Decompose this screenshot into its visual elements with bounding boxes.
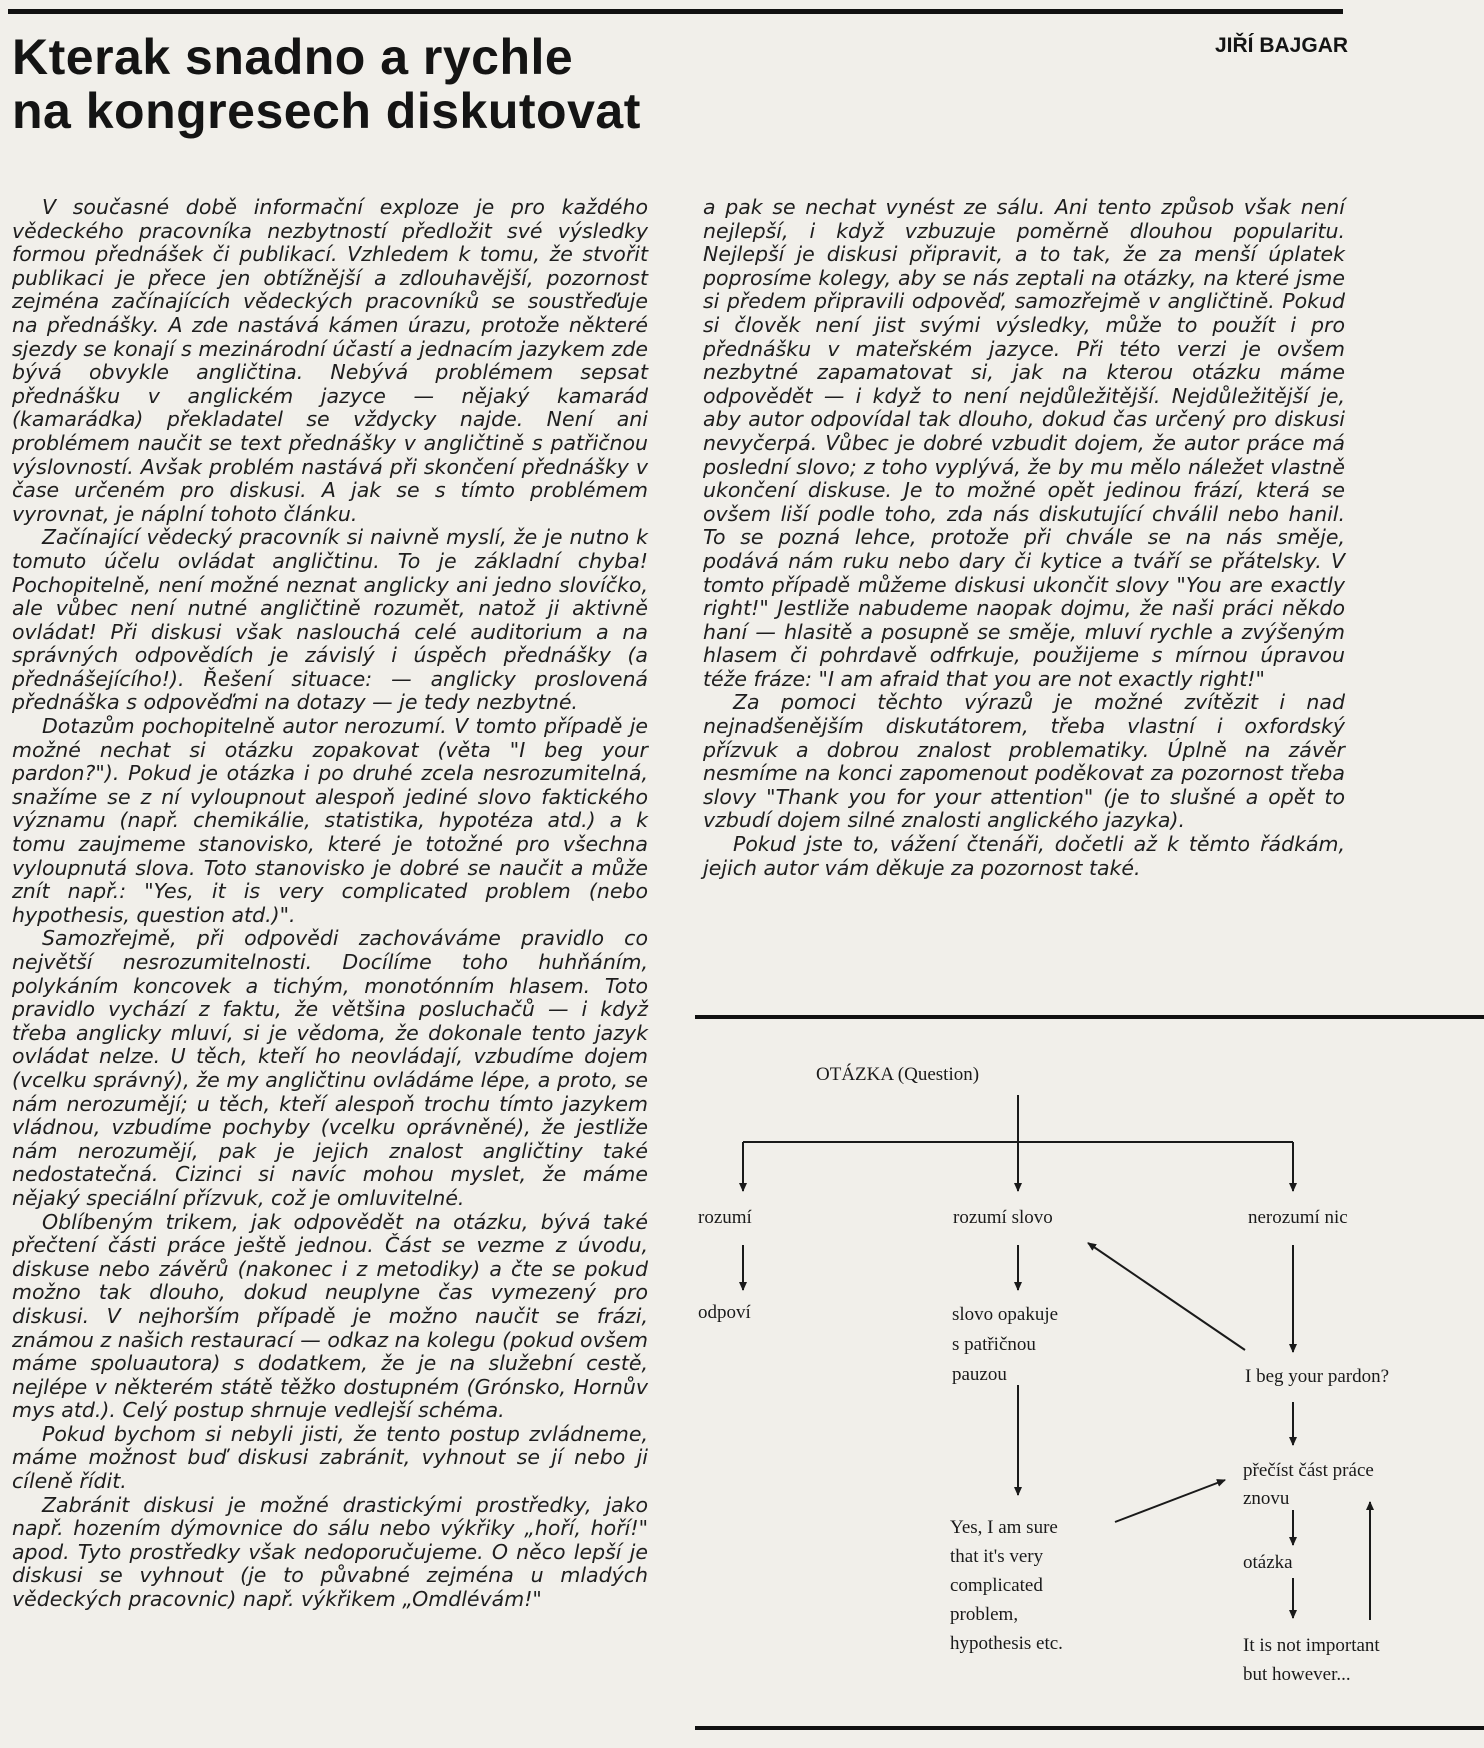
- diagram-bottom-rule: [695, 1726, 1484, 1730]
- paragraph: Dotazům pochopitelně autor nerozumí. V tomto případě je možné nechat si otázku zopakovat (věta "I beg your pardon?"). Pokud je otázka i po druhé zcela nesrozumitelná, snažíme se z ní vyloupnout alespoň jediné slovo faktického významu (např. chemikálie, statistika, hypotéza atd.) a k tomu zaujmeme stanovisko, které je totožné pro všechna vyloupnutá slova. Toto stanovisko je dobré se naučit a může znít např.: "Yes, it is very complicated problem (nebo hypothesis, question atd.)".: [12, 714, 648, 927]
- diagram-top-rule: [695, 1015, 1484, 1019]
- paragraph: Začínající vědecký pracovník si naivně myslí, že je nutno k tomuto účelu ovládat angličtinu. To je základní chyba! Pochopitelně, není možné neznat anglicky ani jedno slovíčko, ale vůbec není nutné angličtině rozumět, natož ji aktivně ovládat! Při diskusi však naslouchá celé auditorium a na správných odpovědích je závislý i úspěch přednášky (a přednášejícího!). Řešení situace: — anglicky proslovená přednáška s odpověďmi na dotazy — je tedy nezbytné.: [12, 525, 648, 715]
- right-column: [703, 196, 1345, 880]
- node-understands: rozumí: [698, 1207, 752, 1228]
- paragraph: V současné době informační exploze je pro každého vědeckého pracovníka nezbytností předložit své výsledky formou přednášek či publikací. Vzhledem k tomu, že stvořit publikaci je přece jen obtížnější a zdlouhavější, pozornost zejména začínajících vědeckých pracovníků se soustřeďuje na přednášky. A zde nastává kámen úrazu, protože některé sjezdy se konají s mezinárodní účastí a jednacím jazykem zde bývá obvykle angličtina. Nebývá problémem sepsat přednášku v anglickém jazyce — nějaký kamarád (kamarádka) překladatel se vždycky najde. Není ani problémem naučit se text přednášky v angličtině s patřičnou výslovností. Avšak problém nastává při skončení přednášky v čase určeném pro diskusi. A jak se s tímto problémem vyrovnat, je náplní tohoto článku.: [12, 195, 648, 526]
- paragraph: Za pomoci těchto výrazů je možné zvítězit i nad nejnadšenějším diskutátorem, třeba vlastní i oxfordský přízvuk a dobrou znalost problematiky. Úplně na závěr nesmíme na konci zapomenout poděkovat za pozornost třeba slovy "Thank you for your attention" (je to slušné a opět to vzbudí dojem silné znalosti anglického jazyka).: [703, 690, 1345, 833]
- paragraph: Pokud jste to, vážení čtenáři, dočetli až k těmto řádkám, jejich autor vám děkuje za pozornost také.: [703, 832, 1345, 880]
- arrow-pardon-to-word: [1088, 1243, 1245, 1350]
- paragraph: Pokud bychom si nebyli jisti, že tento postup zvládneme, máme možnost buď diskusi zabránit, vyhnout se jí nebo ji cíleně řídit.: [12, 1421, 648, 1494]
- flowchart-diagram: [690, 1020, 1484, 1710]
- left-column: [12, 196, 648, 1612]
- node-understands-nothing: nerozumí nic: [1248, 1207, 1348, 1228]
- node-beg-pardon: I beg your pardon?: [1245, 1366, 1390, 1387]
- diagram-connectors: [743, 1095, 1370, 1620]
- node-understands-word: rozumí slovo: [953, 1207, 1053, 1228]
- top-rule: [8, 9, 1343, 14]
- title-line-2: na kongresech diskutovat: [12, 83, 641, 139]
- arrow-yes-to-reread: [1115, 1480, 1225, 1522]
- paragraph: a pak se nechat vynést ze sálu. Ani tento způsob však není nejlepší, i když vzbuzuje poměrně dlouhou popularitu. Nejlepší je diskusi připravit, a to tak, že za menší úplatek poprosíme kolegy, aby se nás zeptali na otázky, na které jsme si předem připravili odpověď, samozřejmě v angličtině. Pokud si člověk není jist svými výsledky, může to použít i pro přednášku v mateřském jazyce. Při této verzi je ovšem nezbytné zapamatovat si, jak na kterou otázku máme odpovědět — i když to není nejdůležitější. Nejdůležitější je, aby autor odpovídal tak dlouho, dokud čas určený pro diskusi nevyčerpá. Vůbec je dobré vzbudit dojem, že autor práce má poslední slovo; z toho vyplývá, že by mu mělo náležet vlastně ukončení diskuse. Je to možné opět jedinou frází, která se ovšem liší podle toho, zda nás diskutující chválil nebo hanil. To se pozná lehce, protože při chvále se na nás směje, podává nám ruku nebo dary či kytice a tváří se přátelsky. V tomto případě můžeme diskusi ukončit slovy "You are exactly right!" Jestliže nabudeme naopak dojmu, že naši práci někdo haní — hlasitě a posupně se směje, mluví rychle a zvýšeným hlasem či pohrdavě odfrkuje, použijeme s mírnou úpravou téže fráze: "I am afraid that you are not exactly right!": [703, 195, 1345, 691]
- paragraph: Zabránit diskusi je možné drastickými prostředky, jako např. hozením dýmovnice do sálu nebo výkřiky „hoří, hoří!" apod. Tyto prostředky však nedoporučujeme. O něco lepší je diskusi se vyhnout (je to půvabné zejména u mladých vědeckých pracovnic) např. výkřikem „Omdlévám!": [12, 1492, 648, 1612]
- node-yes-sure: Yes, I am sure that it's very complicated problem, hypothesis etc.: [950, 1517, 1063, 1654]
- node-reread: přečíst část práce znovu: [1243, 1460, 1374, 1509]
- node-not-important: It is not important but however...: [1243, 1635, 1380, 1685]
- paragraph: Samozřejmě, při odpovědi zachováváme pravidlo co největší nesrozumitelnosti. Docílíme toho huhňáním, polykáním koncovek a tichým, monotónním hlasem. Toto pravidlo vychází z faktu, že většina posluchačů — i když třeba anglicky mluví, si je vědoma, že dokonale tento jazyk ovládat nelze. U těch, kteří ho neovládají, vzbudíme dojem (vcelku správný), že my angličtinu ovládáme lépe, a proto, se nám nerozumějí; u těch, kteří alespoň trochu tímto jazykem vládnou, vzbudíme pochyby (vcelku oprávněné), že jestliže nám nerozumějí, pak je jejich znalost angličtiny také nedostatečná. Cizinci si navíc mohou myslet, že máme nějaký speciální přízvuk, což je omluvitelné.: [12, 926, 648, 1210]
- node-repeat-word: slovo opakuje s patřičnou pauzou: [952, 1304, 1059, 1385]
- node-answers: odpoví: [698, 1302, 751, 1323]
- node-question: OTÁZKA (Question): [816, 1064, 980, 1085]
- author-name: JIŘÍ BAJGAR: [1215, 34, 1349, 57]
- node-question-again: otázka: [1243, 1552, 1293, 1573]
- article-title: [12, 30, 912, 138]
- paragraph: Oblíbeným trikem, jak odpovědět na otázku, bývá také přečtení části práce ještě jednou. Část se vezme z úvodu, diskuse nebo závěrů (nakonec i z metodiky) a čte se pokud možno tak dlouho, dokud neuplyne čas vymezený pro diskusi. V nejhorším případě je možno naučit se frázi, známou z našich restaurací — odkaz na kolegu (pokud ovšem máme spoluautora) s dodatkem, že je na služební cestě, nejlépe v některém státě těžko dostupném (Grónsko, Hornův mys atd.). Celý postup shrnuje vedlejší schéma.: [12, 1209, 648, 1423]
- title-line-1: Kterak snadno a rychle: [12, 29, 574, 85]
